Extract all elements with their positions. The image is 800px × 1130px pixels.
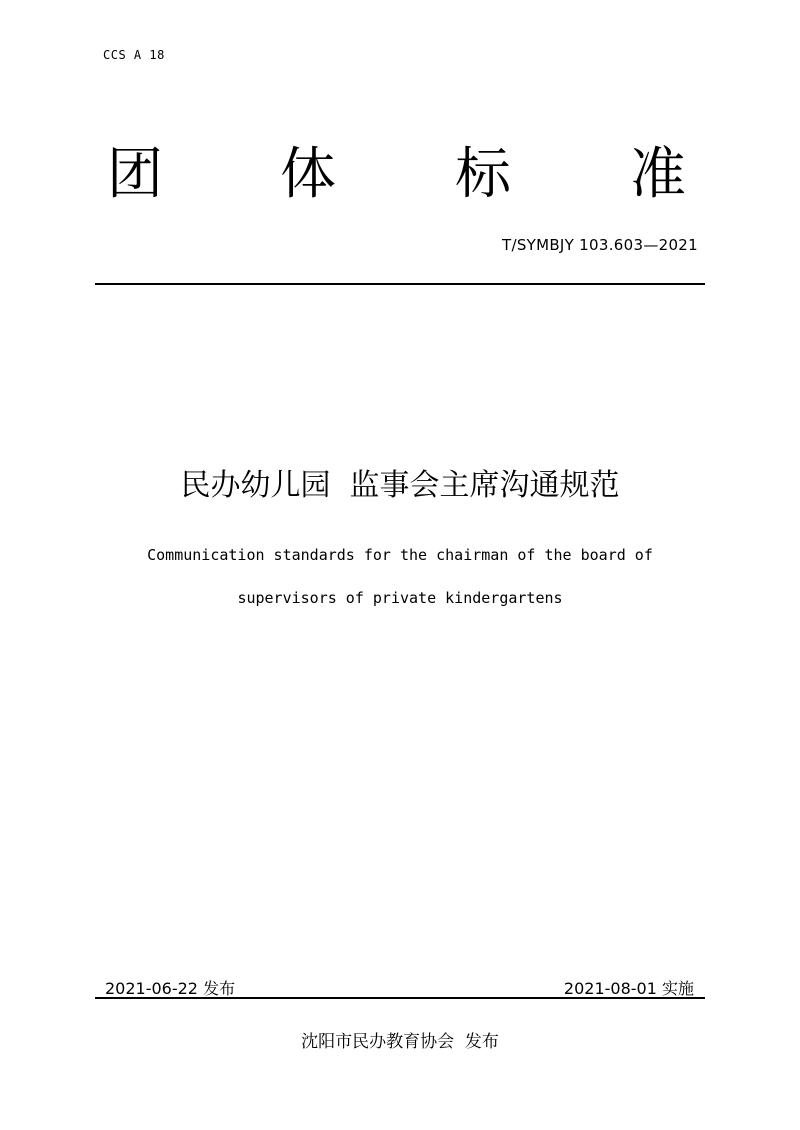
english-title-line-1: Communication standards for the chairman of the board of xyxy=(147,546,653,564)
standard-type-heading xyxy=(100,140,700,210)
implementation-date: 2021-08-01 实施 xyxy=(563,979,694,998)
chinese-title: 民办幼儿园 监事会主席沟通规范 xyxy=(180,468,620,503)
ccs-code: CCS A 18 xyxy=(103,48,165,62)
standard-number: T/SYMBJY 103.603—2021 xyxy=(502,236,698,254)
standard-type-char: 标 xyxy=(455,142,511,207)
standard-type-char: 准 xyxy=(630,142,686,207)
standard-type-char: 体 xyxy=(280,142,336,207)
publisher: 沈阳市民办教育协会 发布 xyxy=(301,1032,499,1052)
standard-type-char: 团 xyxy=(107,142,163,207)
english-title-line-2: supervisors of private kindergartens xyxy=(237,589,563,607)
top-divider xyxy=(95,283,705,285)
bottom-divider xyxy=(95,997,705,999)
issue-date: 2021-06-22 发布 xyxy=(105,979,236,998)
